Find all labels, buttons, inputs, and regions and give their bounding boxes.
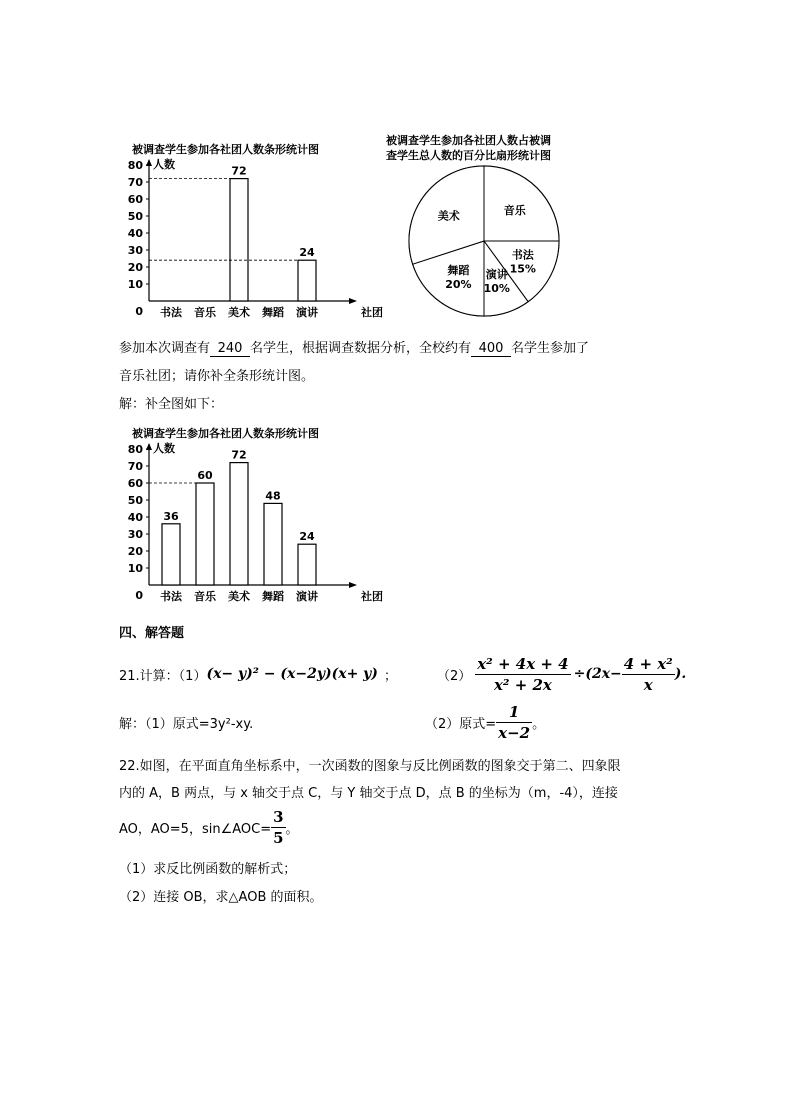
y-tick-label: 10: [127, 278, 143, 291]
q21-fraction-2: [622, 655, 675, 694]
question-line-1: [119, 337, 589, 357]
bar-value-label: 72: [231, 164, 247, 178]
q22-sub-2: （2）连接 OB，求△AOB 的面积。: [119, 890, 323, 905]
bar: [264, 503, 282, 585]
q21-part2-label: （2）: [436, 668, 472, 684]
pie-slice-label: 舞蹈: [447, 264, 470, 278]
q22-line-2: 内的 A，B 两点，与 x 轴交于点 C，与 Y 轴交于点 D，点 B 的坐标为（m，-4），连接: [119, 786, 618, 801]
category-label: 演讲: [296, 590, 318, 603]
x-axis-label: 社团: [361, 306, 383, 319]
y-tick-label: 60: [127, 477, 143, 490]
q22-line-1: 22.如图，在平面直角坐标系中，一次函数的图象与反比例函数的图象交于第二、四象限: [119, 759, 621, 774]
y-tick-label: 10: [127, 562, 143, 575]
bar: [162, 524, 180, 585]
answer-21-fraction: [496, 703, 532, 742]
q21-fraction-2-denominator: x: [643, 675, 653, 694]
bar-value-label: 36: [163, 509, 179, 523]
bar: [196, 483, 214, 585]
pie-slice-label: 美术: [437, 209, 460, 223]
y-axis-label: 人数: [153, 442, 175, 455]
y-tick-label: 0: [135, 305, 143, 318]
y-tick-label: 70: [127, 176, 143, 189]
bar: [298, 544, 316, 585]
q22-denominator: 5: [273, 828, 284, 847]
q22-line-3: [119, 807, 299, 847]
y-tick-label: 50: [127, 210, 143, 223]
y-tick-label: 80: [127, 443, 143, 456]
q21-fraction-1-numerator: x² + 4x + 4: [477, 654, 569, 673]
category-label: 舞蹈: [262, 590, 284, 603]
q21-end: ).: [674, 666, 687, 682]
bar-chart-complete: [118, 422, 383, 604]
x-axis-arrow: [349, 298, 357, 304]
bar-value-label: 48: [265, 489, 281, 503]
q22-sub-1: （1）求反比例函数的解析式；: [119, 862, 297, 877]
q21-separator: ；: [383, 668, 397, 684]
answer-21-numerator: 1: [496, 703, 532, 723]
bar-value-label: 24: [299, 530, 315, 544]
question-text-c: 名学生参加了: [511, 341, 590, 356]
answer-21-part2: [425, 702, 545, 742]
category-label: 书法: [160, 590, 182, 603]
y-axis-label: 人数: [153, 158, 175, 171]
q22-numerator: 3: [273, 807, 284, 826]
q22-fraction: [271, 808, 285, 847]
question-text-b: 名学生，根据调查数据分析，全校约有: [250, 341, 472, 356]
category-label: 美术: [228, 306, 250, 319]
pie-title-line-2: 查学生总人数的百分比扇形统计图: [386, 149, 551, 162]
question-line-2: 音乐社团；请你补全条形统计图。: [119, 369, 315, 384]
bar: [298, 260, 316, 301]
answer-blank-1: 240: [210, 341, 250, 357]
q22-line-3-text: AO，AO=5，sin∠AOC=: [119, 821, 272, 837]
pie-chart: [376, 128, 576, 323]
q22-line-3-end: 。: [285, 821, 299, 837]
y-tick-label: 60: [127, 193, 143, 206]
question-text-a: 参加本次调查有: [119, 341, 211, 356]
section-title: 四、解答题: [119, 626, 185, 641]
y-tick-label: 40: [127, 511, 143, 524]
y-tick-label: 20: [127, 545, 143, 558]
category-label: 音乐: [194, 306, 216, 319]
q21-fraction-1: [475, 655, 570, 694]
answer-21: [119, 702, 679, 742]
y-tick-label: 0: [135, 589, 143, 602]
q21-prefix: 21.计算：（1）: [119, 668, 207, 684]
answer-21-denominator: x−2: [498, 723, 531, 742]
question-21: [119, 652, 686, 696]
pie-title-line-1: 被调查学生参加各社团人数占被调: [386, 134, 551, 147]
category-label: 美术: [228, 590, 250, 603]
pie-slice-percent: 20%: [445, 278, 472, 292]
pie-slice-label: 音乐: [503, 204, 526, 218]
q21-expression-1: (x− y)² − (x−2y)(x+ y): [206, 666, 378, 682]
x-axis-label: 社团: [361, 590, 383, 603]
bar-chart-title: 被调查学生参加各社团人数条形统计图: [132, 427, 319, 440]
bar-chart-title: 被调查学生参加各社团人数条形统计图: [132, 143, 319, 156]
solution-intro: 解：补全图如下：: [119, 397, 224, 412]
answer-blank-2: 400: [471, 341, 511, 357]
bar: [230, 179, 248, 301]
y-tick-label: 30: [127, 528, 143, 541]
pie-slice-label: 演讲: [485, 268, 508, 282]
q21-fraction-1-denominator: x² + 2x: [493, 675, 552, 694]
y-tick-label: 40: [127, 227, 143, 240]
answer-21-part1: 解：（1）原式=3y²-xy.: [119, 716, 254, 732]
bar-value-label: 24: [299, 246, 315, 260]
pie-slice-percent: 10%: [483, 282, 510, 296]
y-tick-label: 50: [127, 494, 143, 507]
category-label: 音乐: [194, 590, 216, 603]
y-tick-label: 70: [127, 460, 143, 473]
q21-division: ÷(2x−: [573, 666, 622, 682]
y-tick-label: 30: [127, 244, 143, 257]
q21-fraction-2-numerator: 4 + x²: [623, 654, 673, 673]
x-axis-arrow: [349, 582, 357, 588]
bar: [230, 463, 248, 585]
category-label: 舞蹈: [262, 306, 284, 319]
pie-slice-label: 书法: [511, 248, 534, 262]
bar-chart-incomplete: [118, 138, 383, 320]
y-tick-label: 80: [127, 159, 143, 172]
answer-21-part2-label: （2）原式=: [425, 716, 497, 732]
category-label: 书法: [160, 306, 182, 319]
y-tick-label: 20: [127, 261, 143, 274]
bar-value-label: 60: [197, 469, 213, 482]
pie-slice-percent: 15%: [509, 262, 536, 276]
bar-value-label: 72: [231, 448, 247, 462]
answer-21-end: 。: [532, 716, 546, 732]
category-label: 演讲: [296, 306, 318, 319]
